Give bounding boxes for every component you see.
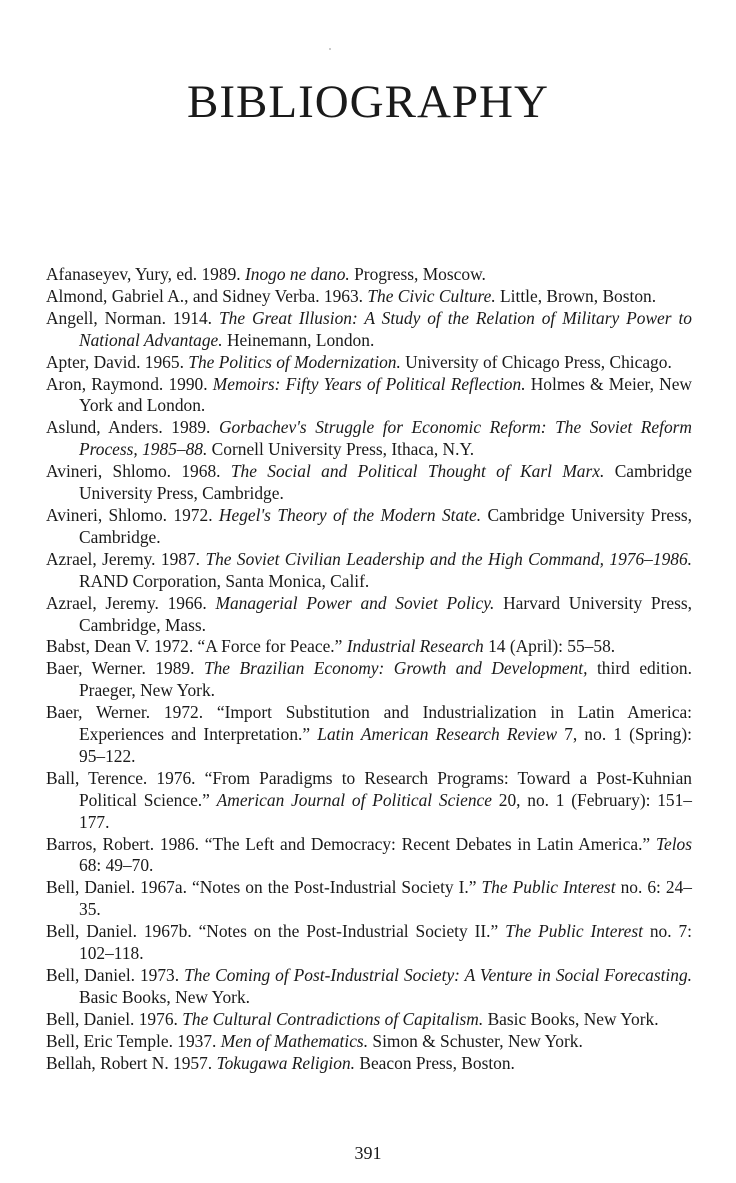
- entry-title: The Civic Culture.: [367, 285, 496, 306]
- bibliography-entry: [46, 374, 692, 418]
- entry-author-year: Afanaseyev, Yury, ed. 1989.: [46, 264, 245, 284]
- bibliography-entry: [46, 768, 692, 834]
- entry-author-year: Bellah, Robert N. 1957.: [46, 1052, 217, 1073]
- bibliography-entry: [46, 461, 692, 505]
- entry-title: The Soviet Civilian Leadership and the High Command, 1976–1986.: [205, 548, 693, 569]
- entry-author-year: Bell, Eric Temple. 1937.: [46, 1030, 221, 1051]
- entry-publication: Simon & Schuster, New York.: [368, 1030, 583, 1051]
- entry-publication: 68: 49–70.: [79, 855, 154, 876]
- entry-author-year: Bell, Daniel. 1967b. “Notes on the Post-Industrial Society II.”: [46, 921, 506, 942]
- entry-title: American Journal of Political Science: [216, 789, 492, 810]
- bibliography-entry: [46, 593, 692, 637]
- entry-title: The Brazilian Economy: Growth and Development,: [203, 658, 588, 679]
- page-number: 391: [354, 1143, 382, 1163]
- entry-publication: Holmes & Meier, New York and London.: [79, 373, 692, 416]
- bibliography-entry: [46, 286, 692, 308]
- entry-title: The Coming of Post-Industrial Society: A Venture in Social Forecasting.: [184, 965, 692, 985]
- entry-author-year: Aron, Raymond. 1990.: [46, 373, 213, 394]
- entry-title: Managerial Power and Soviet Policy.: [215, 592, 495, 613]
- entry-title: Industrial Research: [346, 636, 484, 657]
- bibliography-entry: [46, 921, 692, 965]
- bibliography-entry: [46, 636, 692, 658]
- entry-title: Tokugawa Religion.: [216, 1052, 356, 1073]
- bibliography-entry: [46, 505, 692, 549]
- bibliography-entry: [46, 702, 692, 768]
- entry-title: Inogo ne dano.: [244, 264, 350, 284]
- bibliography-entry: [46, 1053, 692, 1075]
- entry-title: The Public Interest: [481, 877, 616, 898]
- entry-title: Hegel's Theory of the Modern State.: [218, 504, 482, 525]
- entry-title: The Social and Political Thought of Karl Marx.: [230, 461, 605, 482]
- entry-author-year: Bell, Daniel. 1967a. “Notes on the Post-Industrial Society I.”: [46, 877, 482, 898]
- page-title: BIBLIOGRAPHY: [187, 76, 549, 128]
- entry-publication: Basic Books, New York.: [483, 1008, 659, 1029]
- bibliography-entry: [46, 965, 692, 1009]
- entry-publication: no. 7: 102–118.: [79, 921, 693, 964]
- bibliography-entry: [46, 549, 692, 593]
- entry-publication: no. 6: 24–35.: [79, 877, 692, 920]
- entry-author-year: Ball, Terence. 1976. “From Paradigms to Research Programs: Toward a Post-Kuhnian Political Science.”: [46, 767, 692, 810]
- entry-publication: Little, Brown, Boston.: [495, 285, 657, 306]
- entry-author-year: Baer, Werner. 1972. “Import Substitution and Industrialization in Latin America: Experiences and Interpretation.”: [46, 702, 692, 745]
- entry-publication: Cornell University Press, Ithaca, N.Y.: [207, 439, 475, 460]
- entry-author-year: Avineri, Shlomo. 1968.: [46, 461, 231, 482]
- entry-author-year: Azrael, Jeremy. 1987.: [46, 548, 206, 569]
- entry-publication: 14 (April): 55–58.: [483, 636, 616, 657]
- entry-publication: Harvard University Press, Cambridge, Mass.: [79, 592, 692, 635]
- entry-title: Men of Mathematics.: [220, 1030, 369, 1051]
- entry-author-year: Baer, Werner. 1989.: [46, 658, 204, 679]
- bibliography-entry: [46, 1031, 692, 1053]
- bibliography-entry: [46, 834, 692, 878]
- entry-publication: 7, no. 1 (Spring): 95–122.: [79, 724, 692, 766]
- bibliography-entry: [46, 417, 692, 461]
- entry-author-year: Almond, Gabriel A., and Sidney Verba. 1963.: [46, 285, 368, 306]
- bibliography-entry: [46, 264, 692, 286]
- bibliography-entry: [46, 352, 692, 374]
- entry-publication: Progress, Moscow.: [349, 264, 486, 284]
- bibliography-entry: [46, 877, 692, 921]
- bibliography-entry: [46, 658, 692, 702]
- entry-author-year: Azrael, Jeremy. 1966.: [46, 592, 216, 613]
- entry-publication: Basic Books, New York.: [79, 986, 251, 1007]
- entry-publication: RAND Corporation, Santa Monica, Calif.: [79, 570, 370, 591]
- entry-title: The Great Illusion: A Study of the Relation of Military Power to National Advantage.: [79, 307, 692, 350]
- entry-title: The Politics of Modernization.: [188, 351, 401, 372]
- entry-publication: Cambridge University Press, Cambridge.: [79, 504, 692, 547]
- entry-author-year: Angell, Norman. 1914.: [46, 307, 219, 328]
- entry-title: The Cultural Contradictions of Capitalism.: [182, 1008, 484, 1029]
- entry-author-year: Avineri, Shlomo. 1972.: [46, 504, 219, 525]
- bibliography-list: [46, 264, 692, 1075]
- page-mark: [329, 48, 331, 50]
- entry-author-year: Apter, David. 1965.: [46, 351, 189, 372]
- entry-author-year: Barros, Robert. 1986. “The Left and Democracy: Recent Debates in Latin America.”: [46, 833, 656, 854]
- entry-publication: Beacon Press, Boston.: [355, 1052, 515, 1073]
- entry-publication: Heinemann, London.: [222, 329, 375, 350]
- bibliography-entry: [46, 308, 692, 352]
- entry-author-year: Babst, Dean V. 1972. “A Force for Peace.”: [46, 636, 347, 657]
- bibliography-entry: [46, 1009, 692, 1031]
- entry-author-year: Bell, Daniel. 1973.: [46, 965, 185, 985]
- entry-author-year: Aslund, Anders. 1989.: [46, 417, 219, 438]
- entry-publication: third edition. Praeger, New York.: [79, 658, 692, 701]
- entry-title: The Public Interest: [505, 921, 643, 942]
- entry-title: Gorbachev's Struggle for Economic Reform: The Soviet Reform Process, 1985–88.: [79, 417, 692, 460]
- entry-title: Telos: [655, 833, 692, 854]
- entry-title: Memoirs: Fifty Years of Political Reflection.: [212, 373, 526, 394]
- entry-publication: University of Chicago Press, Chicago.: [400, 351, 672, 372]
- entry-title: Latin American Research Review: [317, 724, 558, 745]
- entry-publication: Cambridge University Press, Cambridge.: [79, 461, 692, 504]
- entry-author-year: Bell, Daniel. 1976.: [46, 1008, 183, 1029]
- entry-publication: 20, no. 1 (February): 151–177.: [79, 789, 692, 832]
